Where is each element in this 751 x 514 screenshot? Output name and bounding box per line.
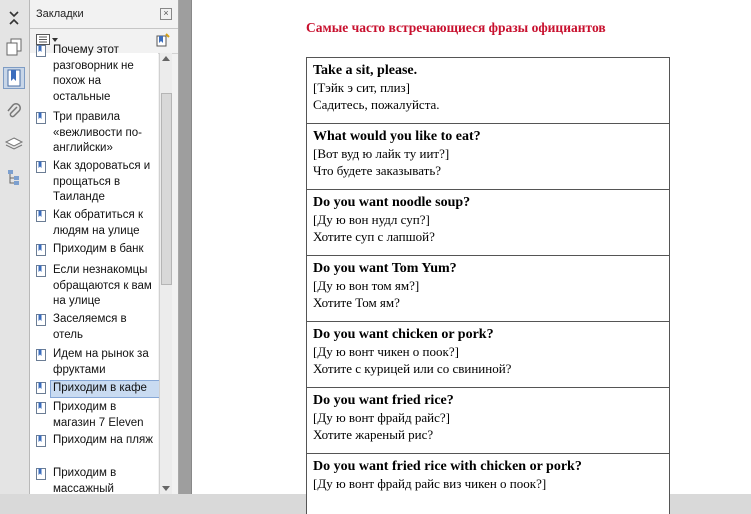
bookmark-label: Три правила «вежливости по-английски» [53, 111, 142, 154]
attachments-icon[interactable] [4, 102, 24, 122]
bookmark-label: Заселяемся в отель [53, 313, 127, 341]
phrase-english: Take a sit, please. [313, 63, 418, 78]
phrase-transcription: [Ду ю вонт чикен о поок?] [313, 344, 459, 359]
phrase-transcription: [Тэйк э сит, плиз] [313, 80, 410, 95]
bookmark-icon [36, 402, 46, 414]
phrase-transcription: [Ду ю вонт фрайд райс?] [313, 410, 450, 425]
phrase-cell [306, 123, 670, 190]
bookmark-icon [36, 244, 46, 256]
bookmark-icon [36, 265, 46, 277]
phrase-cell [306, 321, 670, 388]
bookmark-label: Как обратиться к людям на улице [53, 209, 143, 237]
phrase-transcription: [Ду ю вонт фрайд райс виз чикен о поок?] [313, 476, 547, 491]
phrase-english: Do you want fried rice? [313, 393, 454, 408]
phrase-transcription: [Ду ю вон нудл суп?] [313, 212, 430, 227]
bookmark-icon [36, 435, 46, 447]
bookmark-label: Почему этот разговорник не похож на остальные [53, 44, 134, 103]
bookmark-label: Идем на рынок за фруктами [53, 348, 149, 376]
bookmark-icon [36, 210, 46, 222]
close-panel-button[interactable]: × [160, 8, 172, 20]
bookmark-label: Приходим в массажный [53, 467, 117, 495]
bookmark-icon [36, 314, 46, 326]
bookmark-item[interactable] [36, 347, 156, 380]
bookmark-label: Как здороваться и прощаться в Таиланде [53, 160, 151, 203]
phrase-russian: Хотите суп с лапшой? [313, 229, 435, 244]
bookmark-label: Приходим на пляж [53, 434, 153, 446]
phrase-russian: Хотите с курицей или со свининой? [313, 361, 512, 376]
phrase-russian: Хотите Том ям? [313, 295, 400, 310]
document-page [191, 0, 751, 494]
panel-title: Закладки [36, 8, 84, 20]
model-tree-icon[interactable] [4, 167, 24, 187]
phrase-transcription: [Вот вуд ю лайк ту иит?] [313, 146, 450, 161]
bookmark-icon [36, 468, 46, 480]
chevron-down-icon [52, 38, 58, 42]
bookmarks-scrollbar[interactable] [159, 53, 172, 494]
bookmark-item[interactable] [36, 110, 156, 159]
layers-icon[interactable] [4, 134, 24, 154]
phrase-transcription: [Ду ю вон том ям?] [313, 278, 420, 293]
bookmark-label: Приходим в кафе [50, 380, 160, 398]
phrase-english: Do you want fried rice with chicken or pork? [313, 459, 582, 474]
phrase-cell [306, 57, 670, 124]
new-bookmark-button[interactable] [156, 33, 170, 52]
bookmark-icon [36, 161, 46, 173]
bookmark-item[interactable] [36, 242, 156, 260]
bookmark-label: Если незнакомцы обращаются к вам на улице [53, 264, 152, 307]
bookmark-icon [36, 112, 46, 124]
phrase-cell [306, 387, 670, 454]
phrase-russian: Что будете заказывать? [313, 163, 442, 178]
scroll-down-arrow-icon[interactable] [162, 486, 170, 491]
phrase-english: Do you want chicken or pork? [313, 327, 494, 342]
bookmark-item[interactable] [36, 159, 156, 208]
bookmark-item[interactable] [36, 433, 156, 466]
navigation-icon-strip [0, 0, 30, 494]
phrase-english: Do you want Tom Yum? [313, 261, 457, 276]
phrase-russian: Хотите жареный рис? [313, 427, 434, 442]
phrase-russian: Садитесь, пожалуйста. [313, 97, 440, 112]
bookmark-icon [36, 382, 46, 394]
bookmark-item[interactable] [36, 263, 156, 312]
bookmark-label: Приходим в магазин 7 Eleven [53, 401, 144, 429]
bookmarks-icon[interactable] [3, 67, 25, 89]
bookmark-label: Приходим в банк [53, 243, 144, 255]
phrase-english: Do you want noodle soup? [313, 195, 471, 210]
bookmark-item[interactable] [36, 400, 156, 433]
bookmark-icon [36, 45, 46, 57]
bookmark-item[interactable] [36, 380, 156, 398]
bookmark-icon [36, 349, 46, 361]
phrase-cell [306, 453, 670, 514]
new-bookmark-icon [156, 33, 170, 47]
bookmark-item[interactable] [36, 466, 156, 499]
expand-arrows-icon[interactable] [4, 8, 24, 28]
bookmarks-tree [30, 44, 158, 495]
section-title: Самые часто встречающиеся фразы официантов [306, 20, 606, 35]
panel-header [30, 0, 178, 29]
phrase-cell [306, 189, 670, 256]
scroll-up-arrow-icon[interactable] [162, 56, 170, 61]
bookmark-item[interactable] [36, 312, 156, 345]
scrollbar-thumb[interactable] [161, 93, 172, 285]
phrase-english: What would you like to eat? [313, 129, 481, 144]
bookmark-item[interactable] [36, 208, 156, 241]
phrase-cell [306, 255, 670, 322]
pages-icon[interactable] [4, 37, 24, 57]
bookmark-item[interactable] [36, 43, 156, 107]
